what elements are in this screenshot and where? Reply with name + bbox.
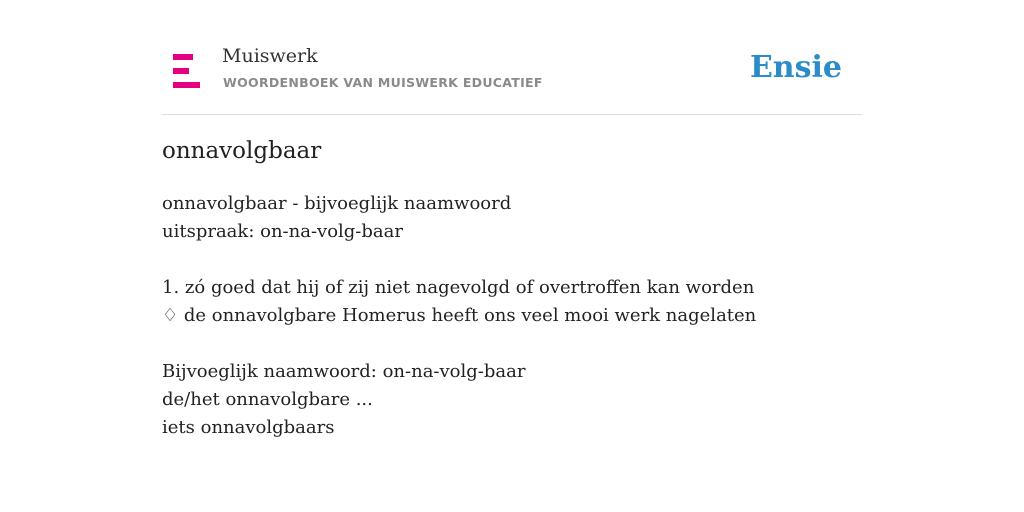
definition-line: Bijvoeglijk naamwoord: on-na-volg-baar: [162, 361, 526, 382]
definition-line: uitspraak: on-na-volg-baar: [162, 221, 403, 242]
definition-line: onnavolgbaar - bijvoeglijk naamwoord: [162, 193, 512, 214]
brand-subtitle: WOORDENBOEK VAN MUISWERK EDUCATIEF: [223, 75, 543, 90]
definition-body: [162, 190, 862, 442]
definition-line: ♢ de onnavolgbare Homerus heeft ons veel mooi werk nagelaten: [162, 305, 757, 326]
ensie-logo[interactable]: Ensie: [749, 50, 842, 85]
logo-bar-middle: [173, 68, 189, 74]
logo-bar-bottom: [173, 82, 200, 88]
muiswerk-logo-icon[interactable]: [173, 54, 200, 88]
header: [162, 0, 862, 115]
definition-line: de/het onnavolgbare ...: [162, 389, 373, 410]
definition-line: 1. zó goed dat hij of zij niet nagevolgd of overtroffen kan worden: [162, 277, 755, 298]
definition-line: iets onnavolgbaars: [162, 417, 335, 438]
logo-bar-top: [173, 54, 193, 60]
definition-line: [162, 330, 862, 358]
definition-line: [162, 246, 862, 274]
brand-name[interactable]: Muiswerk: [222, 45, 318, 67]
page-title: onnavolgbaar: [162, 138, 322, 164]
